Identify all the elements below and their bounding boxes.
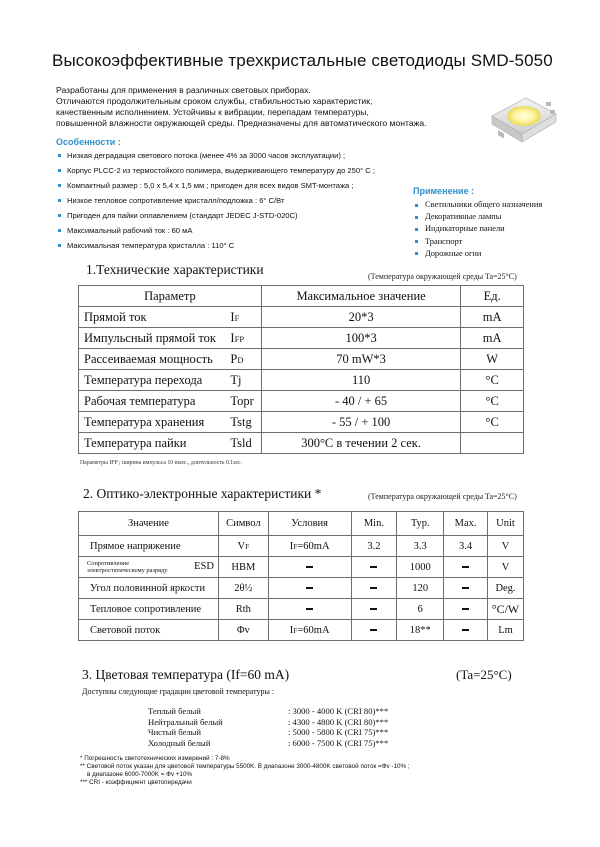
unit-cell: V bbox=[488, 536, 524, 557]
header-cell: Unit bbox=[488, 512, 524, 536]
condition-cell: IF=60mA bbox=[268, 620, 351, 641]
value-cell: 110 bbox=[261, 370, 460, 391]
list-item: Индикаторные панели bbox=[413, 223, 542, 235]
typ-cell: 6 bbox=[397, 599, 444, 620]
symbol-cell: Tsld bbox=[224, 433, 261, 454]
dash-icon bbox=[370, 608, 377, 610]
list-item: Светильники общего назначения bbox=[413, 199, 542, 211]
param-cell: Рабочая температура bbox=[79, 391, 225, 412]
list-item: Низкая деградация светового потока (менее 4% за 3000 часов эксплуатации) ; bbox=[56, 148, 375, 163]
bullet-icon bbox=[58, 199, 61, 202]
param-cell: Температура хранения bbox=[79, 412, 225, 433]
condition-cell bbox=[268, 599, 351, 620]
section1-note: Параметры IFP ; ширина импульса 10 msec., длительность 0.1sec. bbox=[80, 460, 242, 466]
list-item: Максимальная температура кристалла : 110° С bbox=[56, 238, 375, 253]
unit-cell: W bbox=[461, 349, 524, 370]
max-cell bbox=[444, 599, 488, 620]
bullet-icon bbox=[58, 214, 61, 217]
bullet-icon bbox=[415, 216, 418, 219]
dash-icon bbox=[462, 566, 469, 568]
unit-cell: Lm bbox=[488, 620, 524, 641]
symbol-cell: HBM bbox=[218, 557, 268, 578]
footnotes bbox=[80, 755, 410, 787]
typ-cell: 18** bbox=[397, 620, 444, 641]
unit-cell bbox=[461, 433, 524, 454]
symbol-cell: Tstg bbox=[224, 412, 261, 433]
table-row bbox=[79, 578, 524, 599]
header-cell: Значение bbox=[79, 512, 219, 536]
footnote: *** CRI - коэффициент цветопередачи bbox=[80, 779, 192, 786]
optical-specs-table bbox=[78, 511, 524, 641]
param-cell: Температура пайки bbox=[79, 433, 225, 454]
features-list bbox=[56, 148, 375, 253]
min-cell bbox=[351, 620, 397, 641]
unit-cell: °C/W bbox=[488, 599, 524, 620]
bullet-icon bbox=[415, 252, 418, 255]
value-cell: 100*3 bbox=[261, 328, 460, 349]
unit-cell: °C bbox=[461, 370, 524, 391]
table-header-row bbox=[79, 512, 524, 536]
symbol-cell: IFP bbox=[224, 328, 261, 349]
table-row bbox=[79, 620, 524, 641]
tech-specs-table bbox=[78, 285, 524, 454]
list-item: Пригоден для пайки оплавлением (стандарт JEDEC J-STD-020С) bbox=[56, 208, 375, 223]
applications-title: Применение : bbox=[413, 186, 475, 196]
list-item: Дорожные огни bbox=[413, 248, 542, 260]
section3-available-text: Доступны следующие градации цветовой температуры : bbox=[82, 687, 275, 696]
section1-condition: (Температура окружающей среды Ta=25°C) bbox=[368, 272, 517, 281]
header-cell: Символ bbox=[218, 512, 268, 536]
value-cell: 20*3 bbox=[261, 307, 460, 328]
table-row bbox=[79, 536, 524, 557]
param-cell: Прямой ток bbox=[79, 307, 225, 328]
section2-condition: (Температура окружающей среды Ta=25°C) bbox=[368, 492, 517, 501]
unit-cell: V bbox=[488, 557, 524, 578]
param-cell: Температура перехода bbox=[79, 370, 225, 391]
bullet-icon bbox=[415, 204, 418, 207]
table-row bbox=[79, 412, 524, 433]
table-row bbox=[79, 370, 524, 391]
page-title: Высокоэффективные трехкристальные светодиоды SMD-5050 bbox=[52, 51, 553, 70]
unit-cell: mA bbox=[461, 307, 524, 328]
list-item: Транспорт bbox=[413, 236, 542, 248]
header-cell: Максимальное значение bbox=[261, 286, 460, 307]
dash-icon bbox=[306, 587, 313, 589]
dash-icon bbox=[370, 629, 377, 631]
dash-icon bbox=[370, 566, 377, 568]
header-cell: Условия bbox=[268, 512, 351, 536]
intro-line: Отличаются продолжительным сроком службы, стабильностью характеристик, bbox=[56, 96, 373, 106]
typ-cell: 120 bbox=[397, 578, 444, 599]
table-row bbox=[79, 599, 524, 620]
max-cell bbox=[444, 557, 488, 578]
table-row bbox=[79, 433, 524, 454]
symbol-cell: Rth bbox=[218, 599, 268, 620]
param-cell: Сопротивление электростатическому разряду ESD bbox=[79, 557, 219, 578]
list-item: Максимальный рабочий ток : 60 мА bbox=[56, 223, 375, 238]
header-cell: Параметр bbox=[79, 286, 262, 307]
header-cell: Min. bbox=[351, 512, 397, 536]
param-cell: Тепловое сопротивление bbox=[79, 599, 219, 620]
applications-list bbox=[413, 199, 542, 260]
bullet-icon bbox=[58, 244, 61, 247]
section1-title: 1.Технические характеристики bbox=[86, 262, 264, 277]
list-item: Декоративные лампы bbox=[413, 211, 542, 223]
bullet-icon bbox=[415, 228, 418, 231]
dash-icon bbox=[462, 587, 469, 589]
unit-cell: mA bbox=[461, 328, 524, 349]
value-cell: 300°C в течении 2 сек. bbox=[261, 433, 460, 454]
max-cell: 3.4 bbox=[444, 536, 488, 557]
intro-text bbox=[56, 85, 486, 129]
param-cell: Импульсный прямой ток bbox=[79, 328, 225, 349]
bullet-icon bbox=[58, 184, 61, 187]
header-cell: Ед. bbox=[461, 286, 524, 307]
dash-icon bbox=[462, 629, 469, 631]
table-row bbox=[79, 328, 524, 349]
typ-cell: 3.3 bbox=[397, 536, 444, 557]
condition-cell bbox=[268, 557, 351, 578]
bullet-icon bbox=[58, 229, 61, 232]
max-cell bbox=[444, 578, 488, 599]
symbol-cell: VF bbox=[218, 536, 268, 557]
value-cell: - 40 / + 65 bbox=[261, 391, 460, 412]
header-cell: Max. bbox=[444, 512, 488, 536]
unit-cell: °C bbox=[461, 391, 524, 412]
features-title: Особенности : bbox=[56, 137, 121, 147]
min-cell: 3.2 bbox=[351, 536, 397, 557]
intro-line: качественным исполнением. Устойчивы к вибрации, перепадам температуры, bbox=[56, 107, 369, 117]
led-chip-image bbox=[484, 86, 562, 150]
condition-cell bbox=[268, 578, 351, 599]
dash-icon bbox=[306, 608, 313, 610]
dash-icon bbox=[462, 608, 469, 610]
list-item: Компактный размер : 5,0 х 5,4 х 1,5 мм ; пригоден для всех видов SMT-монтажа ; bbox=[56, 178, 375, 193]
min-cell bbox=[351, 578, 397, 599]
max-cell bbox=[444, 620, 488, 641]
footnote: в диапазоне 6000-7000K = Фv +10% bbox=[80, 771, 193, 778]
bullet-icon bbox=[415, 240, 418, 243]
symbol-cell: Topr bbox=[224, 391, 261, 412]
list-item: Низкое тепловое сопротивление кристалл/подложка : 6° С/Вт bbox=[56, 193, 375, 208]
intro-line: Разработаны для применения в различных световых приборах. bbox=[56, 85, 311, 95]
dash-icon bbox=[370, 587, 377, 589]
unit-cell: Deg. bbox=[488, 578, 524, 599]
section3-condition: (Ta=25°C) bbox=[456, 667, 512, 682]
value-cell: 70 mW*3 bbox=[261, 349, 460, 370]
symbol-cell: PD bbox=[224, 349, 261, 370]
bullet-icon bbox=[58, 169, 61, 172]
param-cell: Прямое напряжение bbox=[79, 536, 219, 557]
section3-title: 3. Цветовая температура (If=60 mA) bbox=[82, 667, 290, 682]
intro-line: повышенной влажности окружающей среды. Предназначены для автоматического монтажа. bbox=[56, 118, 427, 128]
symbol-cell: Tj bbox=[224, 370, 261, 391]
esd-label: ESD bbox=[194, 561, 214, 572]
min-cell bbox=[351, 599, 397, 620]
symbol-cell: IF bbox=[224, 307, 261, 328]
header-cell: Typ. bbox=[397, 512, 444, 536]
symbol-cell: 2θ½ bbox=[218, 578, 268, 599]
table-header-row bbox=[79, 286, 524, 307]
param-cell: Световой поток bbox=[79, 620, 219, 641]
footnote: * Погрешность светотехнических измерений : 7-8% bbox=[80, 755, 230, 762]
condition-cell: IF=60mA bbox=[268, 536, 351, 557]
value-cell: - 55 / + 100 bbox=[261, 412, 460, 433]
section2-title: 2. Оптико-электронные характеристики * bbox=[83, 486, 322, 501]
table-row bbox=[79, 349, 524, 370]
list-item: Корпус PLCC-2 из термостойкого полимера, выдерживающего температуру до 250° С ; bbox=[56, 163, 375, 178]
symbol-cell: Φv bbox=[218, 620, 268, 641]
table-row bbox=[79, 391, 524, 412]
table-row bbox=[79, 557, 524, 578]
min-cell bbox=[351, 557, 397, 578]
bullet-icon bbox=[58, 154, 61, 157]
footnote: ** Световой поток указан для цветовой температуры 5500K. В диапазоне 3000-4800K световой поток =Фv -10% ; bbox=[80, 763, 410, 770]
unit-cell: °C bbox=[461, 412, 524, 433]
typ-cell: 1000 bbox=[397, 557, 444, 578]
param-cell: Рассеиваемая мощность bbox=[79, 349, 225, 370]
param-cell: Угол половинной яркости bbox=[79, 578, 219, 599]
table-row bbox=[79, 307, 524, 328]
dash-icon bbox=[306, 566, 313, 568]
